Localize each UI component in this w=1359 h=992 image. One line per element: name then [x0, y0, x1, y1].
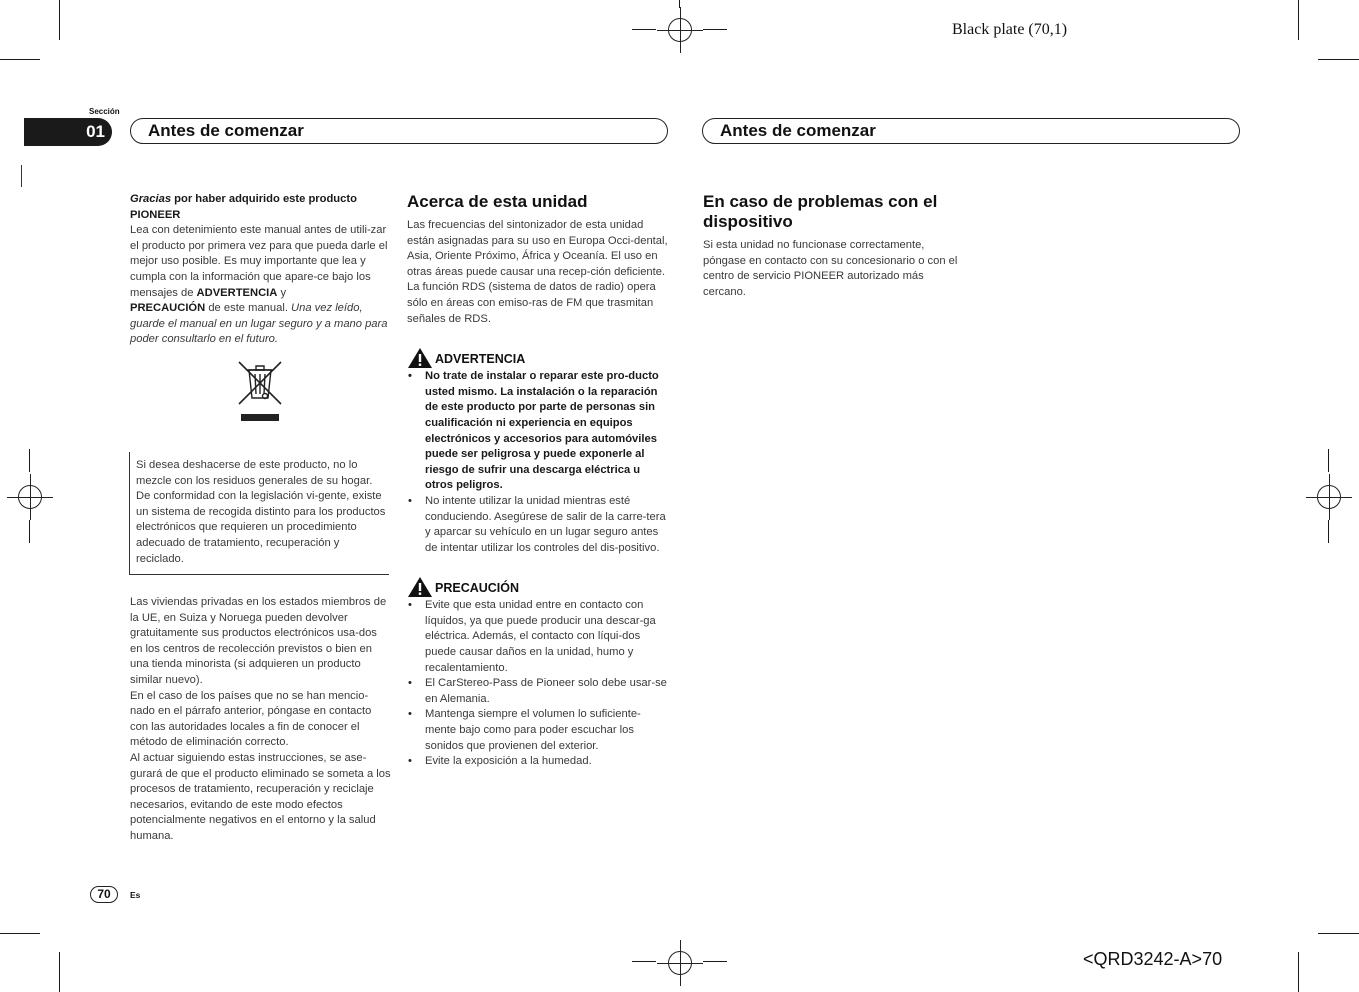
- intro-italic: Una vez leído, guarde el manual en un lugar seguro y a mano para poder consultarlo en el futuro.: [130, 302, 388, 346]
- caution-item: • Evite que esta unidad entre en contacto con líquidos, ya que puede producir una descar-ga eléctrica. Además, el contacto con líqui-dos puede causar daños en la unidad, humo y recalentamiento.: [407, 598, 669, 676]
- crop-mark: [59, 0, 60, 40]
- crop-mark: [679, 0, 680, 8]
- caution-item: • El CarStereo-Pass de Pioneer solo debe usar-se en Alemania.: [407, 676, 669, 707]
- paragraph-2: En el caso de los países que no se han mencio-nado en el párrafo anterior, póngase en contacto con las autoridades locales a fin de conocer el método de eliminación correcto.: [130, 689, 372, 749]
- caution-header: [407, 576, 669, 598]
- intro-text-2: de este manual.: [205, 302, 292, 315]
- page-header-left: Antes de comenzar: [130, 118, 668, 144]
- caution-title: PRECAUCIÓN: [435, 581, 520, 596]
- page-number: 70: [90, 886, 118, 903]
- caution-item: • Mantenga siempre el volumen lo suficiente-mente bajo como para poder escuchar los sonidos que provienen del exterior.: [407, 707, 669, 754]
- warning-triangle-icon: [407, 347, 433, 369]
- crop-mark: [0, 59, 40, 60]
- section-body: Las frecuencias del sintonizador de esta unidad están asignadas para su uso en Europa Occi-dental, Asia, Oriente Próximo, África y Oceanía. El uso en otras áreas puede causar una recep-ción deficiente. La función RDS (sistema de datos de radio) opera sólo en áreas con emiso-ras de FM que trasmitan señales de RDS.: [407, 219, 668, 325]
- column-2: [407, 192, 669, 770]
- job-code: <QRD3242-A>70: [1083, 949, 1223, 969]
- advertencia-word: ADVERTENCIA: [196, 286, 278, 299]
- warning-item: • No intente utilizar la unidad mientras esté conduciendo. Asegúrese de salir de la carre-tera y aparcar su vehículo en un lugar seguro antes de intentar utilizar los controles del dis-positivo.: [407, 494, 669, 556]
- column-1-lower: [130, 595, 392, 845]
- crop-mark: [29, 449, 30, 472]
- caution-item: • Evite la exposición a la humedad.: [407, 754, 669, 770]
- plate-label: Black plate (70,1): [952, 21, 1068, 38]
- warning-header: [407, 347, 669, 369]
- section-heading: Acerca de esta unidad: [407, 192, 588, 211]
- y-word: y: [277, 286, 287, 299]
- crop-mark: [1318, 59, 1359, 60]
- crop-mark: [1328, 449, 1329, 472]
- registration-mark-icon: [668, 951, 692, 975]
- caution-list: [407, 598, 669, 770]
- crop-mark: [1318, 933, 1359, 934]
- section-heading: En caso de problemas con el dispositivo: [703, 192, 938, 231]
- crop-mark: [59, 952, 60, 992]
- warning-item: • No trate de instalar o reparar este pro-ducto usted mismo. La instalación o la reparación de este producto por parte de personas sin cualificación ni experiencia en equipos electrónicos y accesorios para automóviles puede ser peligrosa y puede exponerle al riesgo de sufrir una descarga eléctrica u otros peligros.: [407, 369, 669, 494]
- crop-mark: [703, 29, 727, 30]
- crop-mark: [703, 961, 727, 962]
- section-number: 01: [24, 118, 112, 146]
- crop-mark: [1298, 952, 1299, 992]
- warning-title: ADVERTENCIA: [435, 352, 526, 367]
- section-label: Sección: [89, 107, 120, 116]
- thanks-rest: por haber adquirido este producto: [171, 193, 357, 205]
- registration-mark-icon: [1317, 485, 1341, 509]
- warning-list: [407, 369, 669, 556]
- crop-mark: [29, 520, 30, 543]
- disposal-text: Si desea deshacerse de este producto, no lo mezcle con los residuos generales de su hogar. De conformidad con la legislación vi-gente, existe un sistema de recogida distinto para los productos electrónicos que requieren un procedimiento adecuado de tratamiento, recuperación y reciclado.: [136, 459, 386, 565]
- column-3: [703, 192, 965, 300]
- page-header-right: Antes de comenzar: [702, 118, 1240, 144]
- crop-mark: [1328, 520, 1329, 543]
- paragraph-3: Al actuar siguiendo estas instrucciones, se ase-gurará de que el producto eliminado se someta a los procesos de tratamiento, recuperación y reciclaje necesarios, evitando de este modo efectos potencialmente negativos en el entorno y la salud humana.: [130, 751, 391, 842]
- crop-mark: [0, 933, 40, 934]
- thanks-brand: PIONEER: [130, 208, 181, 221]
- paragraph-1: Las viviendas privadas en los estados miembros de la UE, en Suiza y Noruega pueden devolver gratuitamente sus productos electrónicos usa-dos en los centros de recolección previstos o bien en una tienda minorista (si adquieren un producto similar nuevo).: [130, 596, 387, 686]
- crop-mark: [632, 29, 656, 30]
- column-1: [130, 192, 392, 348]
- thanks-italic: Gracias: [130, 193, 172, 205]
- intro-paragraph: [130, 223, 392, 348]
- disposal-notice: [129, 452, 389, 575]
- registration-mark-icon: [18, 485, 42, 509]
- crop-mark: [632, 961, 656, 962]
- registration-mark-icon: [668, 18, 692, 42]
- crop-mark: [1298, 0, 1299, 40]
- warning-triangle-icon: [407, 576, 433, 598]
- crossed-bin-icon: [237, 360, 283, 422]
- intro-text: Lea con detenimiento este manual antes de utili-zar el producto por primera vez para que pueda darle el mejor uso posible. Es muy importante que lea y cumpla con la información que apare-ce bajo los mensajes de: [130, 224, 388, 299]
- precaucion-word: PRECAUCIÓN: [130, 302, 206, 315]
- thanks-line: [130, 192, 392, 208]
- language-code: Es: [130, 890, 141, 900]
- section-body: Si esta unidad no funcionase correctamente, póngase en contacto con su concesionario o con el centro de servicio PIONEER autorizado más cercano.: [703, 239, 958, 298]
- margin-tick: [21, 165, 22, 187]
